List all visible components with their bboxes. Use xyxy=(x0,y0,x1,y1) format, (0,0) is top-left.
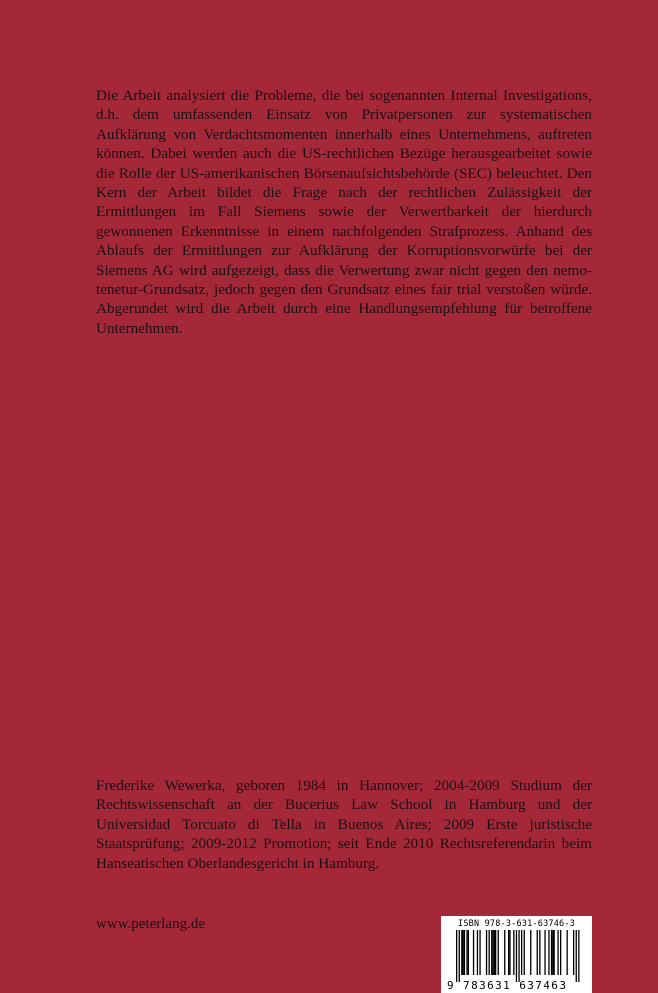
barcode-bar xyxy=(548,930,549,975)
barcode-bar xyxy=(479,930,480,975)
barcode-bar xyxy=(489,930,490,975)
barcode-bar xyxy=(463,930,464,975)
barcode-bar xyxy=(539,930,540,975)
isbn-barcode xyxy=(441,916,592,993)
barcode-bar xyxy=(456,930,457,982)
barcode-bar xyxy=(530,930,531,975)
barcode-bar xyxy=(537,930,538,975)
barcode-bar xyxy=(573,930,574,975)
barcode-bar xyxy=(551,930,552,975)
barcode-bar xyxy=(491,930,492,975)
barcode-bar xyxy=(524,930,525,975)
barcode-bar xyxy=(498,930,499,975)
barcode-bar xyxy=(567,930,568,975)
barcode-bar xyxy=(464,930,465,975)
barcode-bar xyxy=(486,930,487,975)
barcode-bar xyxy=(521,930,522,975)
barcode-bar xyxy=(473,930,474,975)
barcode-bar xyxy=(461,930,462,975)
barcode-bar xyxy=(477,930,478,975)
barcode-bar xyxy=(492,930,493,975)
barcode-bar xyxy=(509,930,510,975)
barcode-bar xyxy=(513,930,514,975)
barcode-bar xyxy=(459,930,460,982)
barcode-bar xyxy=(508,930,509,975)
author-bio: Frederike Wewerka, geboren 1984 in Hannover; 2004-2009 Studium der Rechtswissenschaft an der Bucerius Law School in Hamburg und der Universidad Torcuato di Tella in Buenos Aires; 2009 Erste juristische Staatsprüfung; 2009-2012 Promotion; seit Ende 2010 Rechtsreferendarin beim Hanseatischen Oberlandesgericht in Hamburg. xyxy=(96,777,592,872)
barcode-bar xyxy=(494,930,495,975)
publisher-website: www.peterlang.de xyxy=(96,916,205,932)
barcode-bar xyxy=(468,930,469,975)
barcode-bars xyxy=(447,930,586,982)
barcode-bar xyxy=(552,930,553,975)
barcode-bar xyxy=(516,930,517,982)
barcode-bar xyxy=(518,930,519,982)
barcode-bar xyxy=(544,930,545,975)
barcode-bar xyxy=(557,930,558,975)
barcode-bar xyxy=(554,930,555,975)
barcode-bar xyxy=(560,930,561,975)
abstract-text: Die Arbeit analysiert die Probleme, die bei sogenannten Internal Investigations, d.h. dem umfassenden Einsatz von Privatpersonen zur systematischen Aufklärung von Verdachtsmomenten innerhalb eines Unternehmens, auftreten können. Dabei werden auch die US-rechtlichen Bezüge herausgearbeitet sowie die Rolle der US-amerikanischen Börsenaufsichtsbehörde (SEC) beleuchtet. Den Kern der Arbeit bildet die Frage nach der rechtlichen Zulässigkeit der Ermittlungen im Fall Siemens sowie der Verwertbarkeit der hierdurch gewonnenen Erkenntnisse in einem nachfolgenden Strafprozess. Anhand des Ablaufs der Ermittlungen zur Aufklärung der Korruptionsvorwürfe bei der Siemens AG wird aufgezeigt, dass die Verwertung zwar nicht gegen den nemo-tenetur-Grundsatz, jedoch gegen den Grundsatz eines fair trial verstoßen würde. Abgerundet wird die Arbeit durch eine Handlungsempfehlung für betroffene Unternehmen. xyxy=(96,87,592,337)
barcode-bar xyxy=(578,930,579,982)
barcode-bar xyxy=(504,930,505,975)
barcode-bar xyxy=(466,930,467,975)
isbn-label: ISBN 978-3-631-63746-3 xyxy=(458,919,575,929)
barcode-bar xyxy=(495,930,496,975)
barcode-bar xyxy=(576,930,577,982)
ean-digits: 9 783631 637463 xyxy=(447,979,568,992)
